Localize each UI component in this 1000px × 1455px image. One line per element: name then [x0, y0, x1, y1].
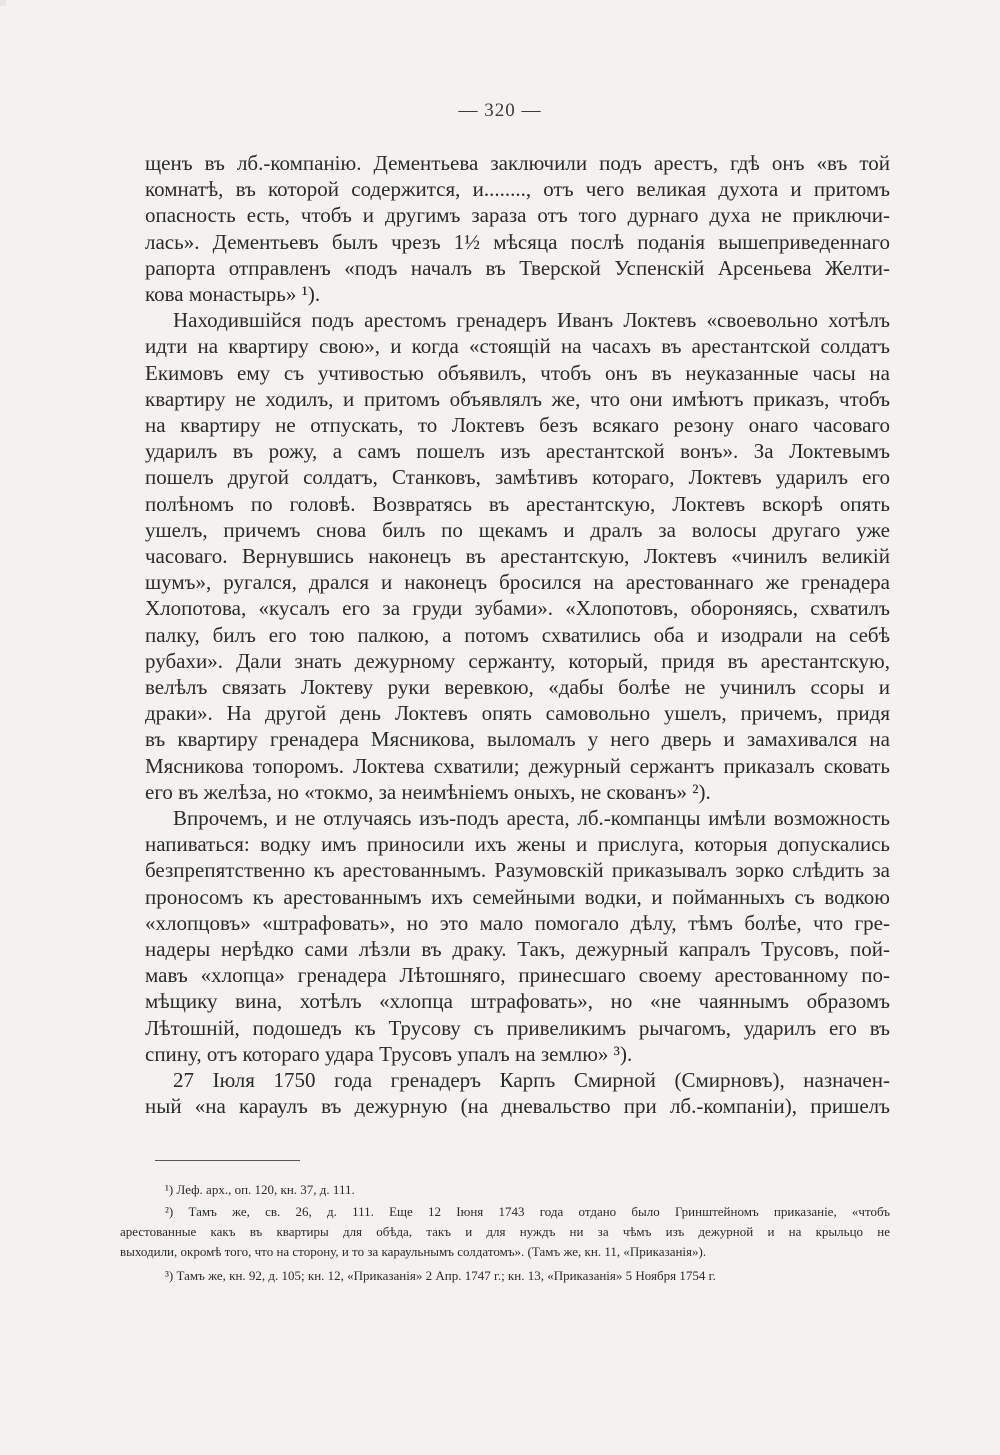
footnote-line: выходили, окромѣ того, что на сторону, и то за караульнымъ солдатомъ». (Тамъ же, кн. 11, «Приказанія»).: [120, 1244, 707, 1259]
page-number: — 320 —: [458, 100, 542, 121]
footnote-line: ¹) Леф. арх., оп. 120, кн. 37, д. 111.: [165, 1182, 355, 1197]
body-line: шумъ», ругался, дрался и наконецъ бросился на арестованнаго же гренадера: [145, 570, 890, 595]
body-line: въ квартиру гренадера Мясникова, выломалъ у него дверь и замахивался на: [145, 727, 890, 752]
body-line: кова монастырь» ¹).: [145, 282, 321, 306]
body-line: напиваться: водку имъ приносили ихъ жены и прислуга, которыя допускались: [145, 832, 890, 857]
body-line: мавъ «хлопца» гренадера Лѣтошняго, принесшаго своему арестованному по-: [145, 963, 890, 988]
body-line: мѣщику вина, хотѣлъ «хлопца штрафовать», но «не чаяннымъ образомъ: [145, 989, 890, 1014]
body-line: на квартиру не отпускать, то Локтевъ безъ всякаго резону онаго часоваго: [145, 413, 890, 437]
body-line: Екимовъ ему съ учтивостью объявилъ, чтобъ онъ въ неуказанные часы на: [145, 360, 890, 385]
body-line: надеры нерѣдко сами лѣзли въ драку. Такъ, дежурный капралъ Трусовъ, пой-: [145, 937, 890, 961]
body-line: квартиру не ходилъ, и притомъ объявлялъ же, что они имѣютъ приказъ, чтобъ: [145, 386, 890, 411]
body-line: ный «на караулъ въ дежурную (на дневальство при лб.-компаніи), пришелъ: [145, 1094, 890, 1119]
body-line: велѣлъ связать Локтеву руки веревкою, «дабы болѣе не учинилъ ссоры и: [145, 675, 890, 699]
body-line: ударилъ въ рожу, а самъ пошелъ изъ арестантской вонъ». За Локтевымъ: [145, 439, 890, 464]
scan-corner-mark: [0, 0, 6, 6]
body-line: ушелъ, причемъ снова билъ по щекамъ и дралъ за волосы другаго уже: [145, 517, 890, 542]
body-line: часоваго. Вернувшись наконецъ въ арестантскую, Локтевъ «чинилъ великій: [145, 544, 890, 568]
body-line: лась». Дементьевъ былъ чрезъ 1½ мѣсяца послѣ поданія вышеприведеннаго: [145, 229, 890, 254]
body-line: Находившійся подъ арестомъ гренадеръ Иванъ Локтевъ «своевольно хотѣлъ: [173, 308, 890, 333]
footnote-line: ²) Тамъ же, св. 26, д. 111. Еще 12 Іюня 1743 года отдано было Гринштейномъ приказаніе, «чтобъ: [165, 1204, 890, 1219]
body-line: безпрепятственно къ арестованнымъ. Разумовскій приказывалъ зорко слѣдить за: [145, 858, 890, 883]
body-line: Хлопотова, «кусалъ его за груди зубами». «Хлопотовъ, обороняясь, схватилъ: [145, 596, 890, 621]
body-line: комнатѣ, въ которой содержится, и........, отъ чего великая духота и притомъ: [145, 177, 890, 202]
body-line: рапорта отправленъ «подъ началъ въ Тверской Успенскій Арсеньева Желти-: [145, 255, 890, 280]
body-line: Мясникова топоромъ. Локтева схватили; дежурный сержантъ приказалъ сковать: [145, 753, 890, 778]
body-line: идти на квартиру свою», и когда «стоящій на часахъ въ арестантской солдатъ: [145, 334, 890, 359]
body-line: пошелъ другой солдатъ, Станковъ, замѣтивъ котораго, Локтевъ ударилъ его: [145, 465, 890, 490]
body-line: полѣномъ по головѣ. Возвратясь въ арестантскую, Локтевъ вскорѣ опять: [145, 491, 890, 516]
body-line: палку, билъ его тою палкою, а потомъ схватились оба и изодрали на себѣ: [145, 622, 890, 647]
body-line: его въ желѣза, но «токмо, за неимѣніемъ оныхъ, не скованъ» ²).: [145, 779, 711, 804]
body-line: щенъ въ лб.-компанію. Дементьева заключили подъ арестъ, гдѣ онъ «въ той: [145, 151, 890, 175]
footnote-line: ³) Тамъ же, кн. 92, д. 105; кн. 12, «Приказанія» 2 Апр. 1747 г.; кн. 13, «Приказанія» 5 Ноября 1754 г.: [165, 1268, 716, 1283]
body-line: 27 Іюля 1750 года гренадеръ Карпъ Смирной (Смирновъ), назначен-: [173, 1068, 890, 1092]
footnote-line: арестованные какъ въ квартиры для обѣда, такъ и для нуждъ ни за чѣмъ изъ дежурной и на крыльцо не: [120, 1224, 890, 1239]
body-line: Лѣтошній, подошедъ къ Трусову съ привеликимъ рычагомъ, ударилъ его въ: [145, 1015, 890, 1040]
body-line: «хлопцовъ» «штрафовать», но это мало помогало дѣлу, тѣмъ болѣе, что гре-: [145, 910, 890, 935]
body-line: опасность есть, чтобъ и другимъ зараза отъ того дурнаго духа не приключи-: [145, 203, 890, 228]
body-line: драки». На другой день Локтевъ опять самовольно ушелъ, причемъ, придя: [145, 701, 890, 726]
body-line: спину, отъ котораго удара Трусовъ упалъ на землю» ³).: [145, 1041, 633, 1066]
body-line: Впрочемъ, и не отлучаясь изъ-подъ ареста, лб.-компанцы имѣли возможность: [173, 806, 890, 830]
body-line: рубахи». Дали знать дежурному сержанту, который, придя въ арестантскую,: [145, 648, 890, 673]
body-line: проносомъ къ арестованнымъ ихъ семейными водки, и пойманныхъ съ водкою: [145, 884, 890, 909]
footnote-separator: [155, 1160, 300, 1161]
